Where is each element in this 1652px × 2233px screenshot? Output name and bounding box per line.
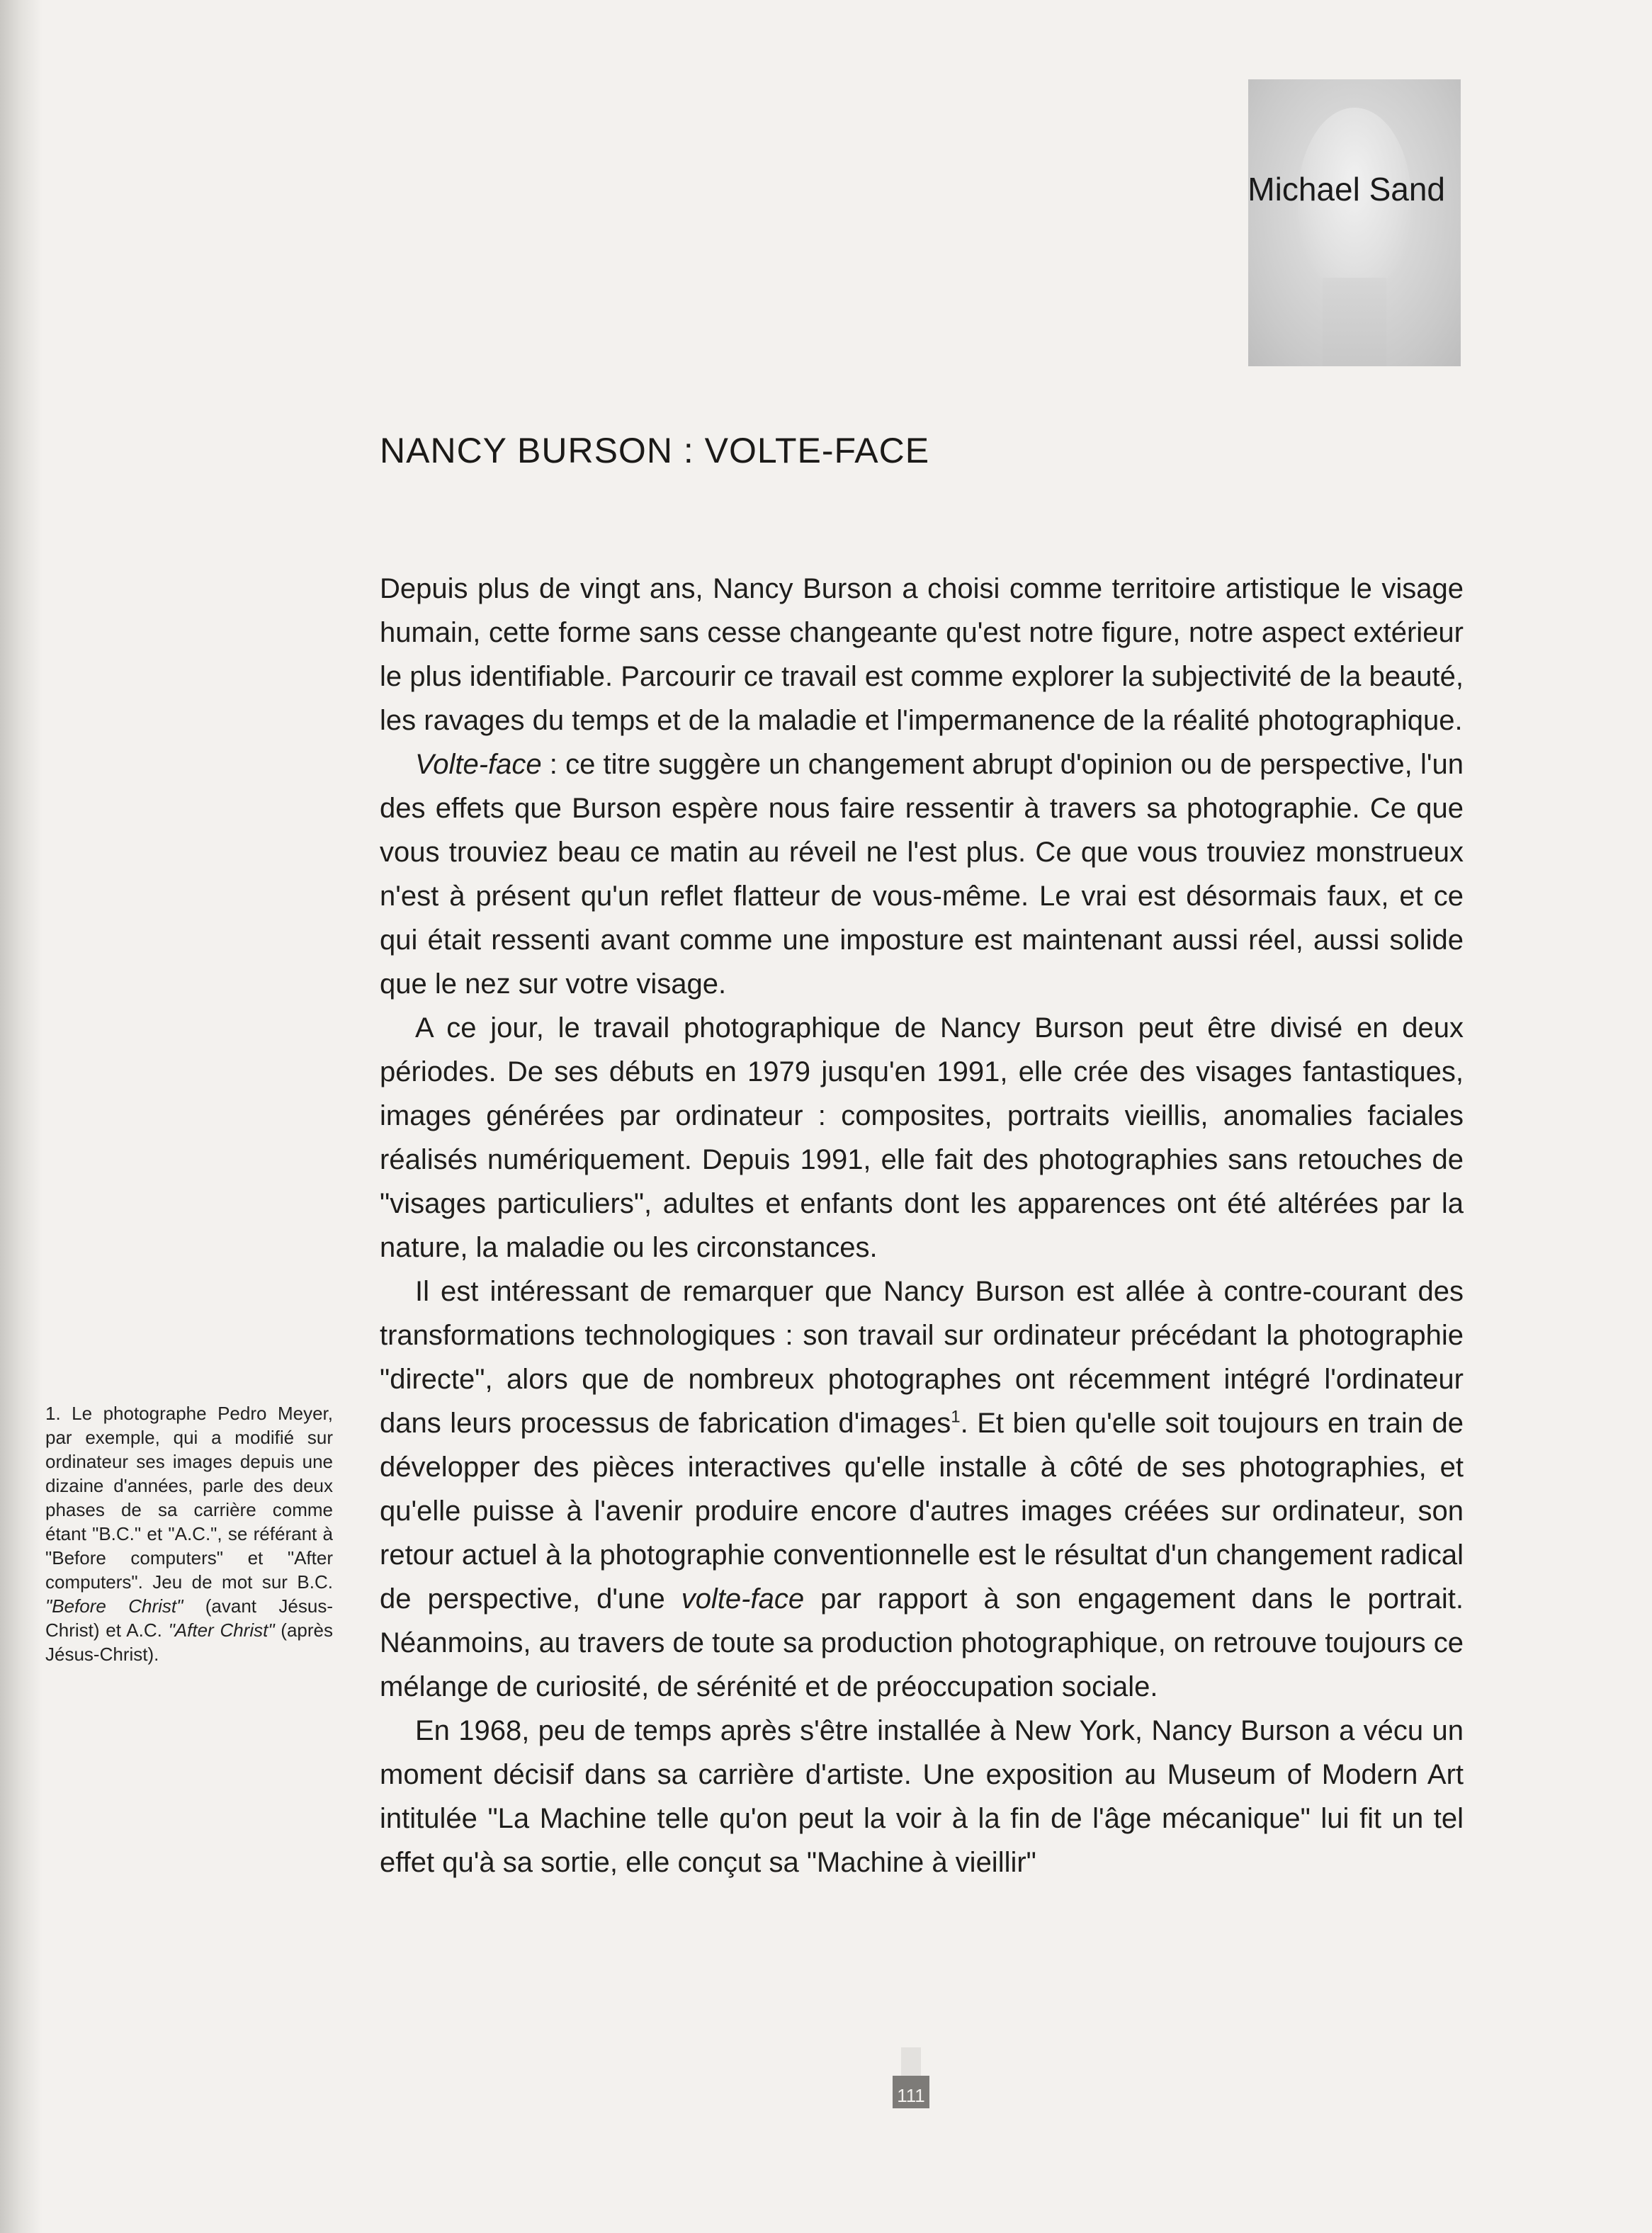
paragraph-5: En 1968, peu de temps après s'être installée à New York, Nancy Burson a vécu un moment décisif dans sa carrière d'artiste. Une exposition au Museum of Modern Art intitulée "La Machine telle qu'on peut la voir à la fin de l'âge mécanique" lui fit un tel effet qu'à sa sortie, elle conçut sa "Machine à vieillir" <box>380 1715 1464 1878</box>
paragraph-1: Depuis plus de vingt ans, Nancy Burson a choisi comme territoire artistique le visage humain, cette forme sans cesse changeante qu'est notre figure, notre aspect extérieur le plus identifiable. Parcourir ce travail est comme explorer la subjectivité de la beauté, les ravages du temps et de la maladie et l'impermanence de la réalité photographique. <box>380 573 1464 736</box>
emphasis-volte-face-2: volte-face <box>681 1583 805 1615</box>
paragraph-2-text: : ce titre suggère un changement abrupt d'opinion ou de perspective, l'un des effets que Burson espère nous faire ressentir à travers sa photographie. Ce que vous trouviez beau ce matin au réveil ne l'est plus. Ce que vous trouviez monstrueux n'est à présent qu'un reflet flatteur de vous-même. Le vrai est désormais faux, et ce qui était ressenti avant comme une imposture est maintenant aussi réel, aussi solide que le nez sur votre visage. <box>380 749 1464 1000</box>
footnote-em-before-christ: "Before Christ" <box>45 1595 183 1617</box>
paragraph-4 <box>380 1270 1464 1709</box>
author-portrait <box>1248 79 1461 366</box>
paragraph-4-text-b: . Et bien qu'elle soit toujours en train de développer des pièces interactives qu'elle installe à côté de ses photographies, et qu'elle puisse à l'avenir produire encore d'autres images créées sur ordinateur, son retour actuel à la photographie conventionnelle est le résultat d'un changement radical de perspective, d'une <box>380 1408 1464 1615</box>
paragraph-3: A ce jour, le travail photographique de Nancy Burson peut être divisé en deux périodes. De ses débuts en 1979 jusqu'en 1991, elle crée des visages fantastiques, images générées par ordinateur : composites, portraits vieillis, anomalies faciales réalisés numériquement. Depuis 1991, elle fait des photographies sans retouches de "visages particuliers", adultes et enfants dont les apparences ont été altérées par la nature, la maladie ou les circonstances. <box>380 1012 1464 1263</box>
page-number-bar <box>901 2047 921 2076</box>
footnote-1 <box>45 1401 333 1666</box>
footnote-text-a: 1. Le photographe Pedro Meyer, par exemple, qui a modifié sur ordinateur ses images depuis une dizaine d'années, parle des deux phases de sa carrière comme étant "B.C." et "A.C.", se référant à "Before computers" et "After computers". Jeu de mot sur B.C. <box>45 1403 333 1593</box>
paragraph-2 <box>380 742 1464 1006</box>
footnote-em-after-christ: "After Christ" <box>168 1619 275 1641</box>
footnote-text-b: (avant Jésus-Christ) et A.C. <box>45 1595 333 1641</box>
article-body <box>380 567 1464 1884</box>
paragraph-4-text-c: par rapport à son engagement dans le portrait. Néanmoins, au travers de toute sa production photographique, on retrouve toujours ce mélange de curiosité, de sérénité et de préoccupation sociale. <box>380 1583 1464 1702</box>
article-title: NANCY BURSON : VOLTE-FACE <box>380 431 930 470</box>
binding-shadow <box>0 0 43 2233</box>
footnote-text-c: (après Jésus-Christ). <box>45 1619 334 1665</box>
page-number: 111 <box>893 2076 929 2108</box>
paragraph-4-text-a: Il est intéressant de remarquer que Nancy Burson est allée à contre-courant des transformations technologiques : son travail sur ordinateur précédant la photographie "directe", alors que de nombreux photographes ont récemment intégré l'ordinateur dans leurs processus de fabrication d'images <box>380 1276 1464 1439</box>
portrait-neck <box>1323 278 1386 366</box>
footnote-ref: 1 <box>951 1407 961 1427</box>
author-name: Michael Sand <box>1248 171 1445 208</box>
emphasis-volte-face: Volte-face <box>415 749 542 780</box>
